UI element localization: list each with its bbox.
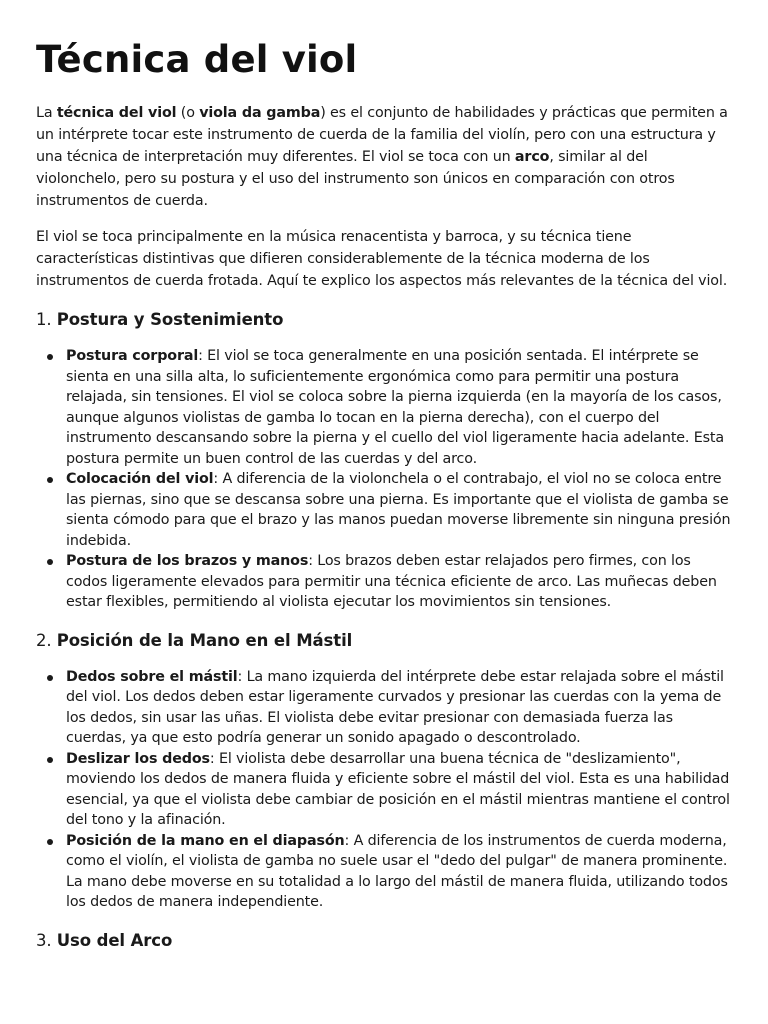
- list-item-text: : La mano izquierda del intérprete debe estar relajada sobre el mástil del viol. Los dedos deben estar ligeramente curvados y presionar las cuerdas con la yema de los dedos, sin usar las uñas. El violista debe evitar presionar con demasiada fuerza las cuerdas, ya que esto podría generar un sonido apagado o descontrolado.: [66, 668, 724, 746]
- bullet-icon: [47, 839, 53, 845]
- intro-text: La: [36, 105, 57, 121]
- section-heading-1: [36, 308, 732, 332]
- section-list-1: [36, 346, 732, 613]
- list-item: [66, 749, 732, 831]
- bullet-icon: [47, 477, 53, 483]
- section-title: Postura y Sostenimiento: [56, 310, 284, 329]
- intro-bold-term: técnica del viol: [56, 105, 177, 121]
- bullet-icon: [47, 757, 53, 763]
- page-title: Técnica del viol: [36, 38, 358, 81]
- list-item-text: : Los brazos deben estar relajados pero firmes, con los codos ligeramente elevados para permitir una técnica eficiente de arco. Las muñecas deben estar flexibles, permitiendo al violista ejecutar los movimientos sin tensiones.: [66, 553, 717, 610]
- intro-paragraph-1: [36, 102, 732, 212]
- intro-bold-term: viola da gamba: [199, 105, 321, 121]
- list-item-text: : El violista debe desarrollar una buena técnica de "deslizamiento", moviendo los dedos de manera fluida y eficiente sobre el mástil del viol. Esta es una habilidad esencial, ya que el violista debe cambiar de posición en el mástil mientras mantiene el control del tono y la afinación.: [66, 750, 730, 828]
- list-item-text: : El viol se toca generalmente en una posición sentada. El intérprete se sienta en una silla alta, lo suficientemente ergonómica como para permitir una postura relajada, sin tensiones. El viol se coloca sobre la pierna izquierda (en la mayoría de los casos, aunque algunos violistas de gamba lo tocan en la pierna derecha), con el cuerpo del instrumento descansando sobre la pierna y el cuello del viol ligeramente hacia adelante. Esta postura permite un buen control de las cuerdas y del arco.: [66, 348, 724, 467]
- list-item: [66, 831, 732, 913]
- section-number: 1.: [36, 310, 57, 329]
- list-item-term: Postura corporal: [66, 348, 199, 364]
- list-item: [66, 469, 732, 551]
- bullet-icon: [47, 354, 53, 360]
- section-heading-2: [36, 629, 732, 653]
- bullet-icon: [47, 675, 53, 681]
- list-item: [66, 667, 732, 749]
- list-item: [66, 346, 732, 469]
- list-item-text: : A diferencia de los instrumentos de cuerda moderna, como el violín, el violista de gamba no suele usar el "dedo del pulgar" de manera prominente. La mano debe moverse en su totalidad a lo largo del mástil de manera fluida, utilizando todos los dedos de manera independiente.: [66, 832, 728, 910]
- intro-text: ) es el conjunto de habilidades y prácticas que permiten a un intérprete tocar este instrumento de cuerda de la familia del violín, pero con una estructura y una técnica de interpretación muy diferentes. El viol se toca con un: [36, 105, 728, 165]
- section-number: 2.: [36, 630, 57, 650]
- intro-paragraph-2: El viol se toca principalmente en la música renacentista y barroca, y su técnica tiene características distintivas que difieren considerablemente de la técnica moderna de los instrumentos de cuerda frotada. Aquí te explico los aspectos más relevantes de la técnica del viol.: [36, 229, 728, 289]
- list-item-text: : A diferencia de la violonchela o el contrabajo, el viol no se coloca entre las piernas, sino que se descansa sobre una pierna. Es importante que el violista de gamba se sienta cómodo para que el brazo y las manos puedan moverse libremente sin ninguna presión indebida.: [66, 471, 731, 549]
- section-heading-3: [36, 929, 732, 953]
- section-title: Posición de la Mano en el Mástil: [56, 630, 353, 650]
- intro-text: , similar al del violonchelo, pero su postura y el uso del instrumento son únicos en comparación con otros instrumentos de cuerda.: [36, 149, 675, 209]
- list-item-term: Dedos sobre el mástil: [66, 668, 238, 685]
- section-list-2: [36, 667, 732, 913]
- bullet-icon: [47, 559, 53, 565]
- section-title: Uso del Arco: [56, 930, 173, 950]
- list-item: [66, 551, 732, 613]
- section-number: 3.: [36, 930, 57, 950]
- intro-bold-term: arco: [514, 149, 550, 165]
- list-item-term: Postura de los brazos y manos: [66, 553, 309, 569]
- list-item-term: Deslizar los dedos: [66, 750, 210, 767]
- intro-text: (o: [176, 105, 200, 121]
- list-item-term: Posición de la mano en el diapasón: [66, 832, 345, 849]
- list-item-term: Colocación del viol: [66, 471, 214, 487]
